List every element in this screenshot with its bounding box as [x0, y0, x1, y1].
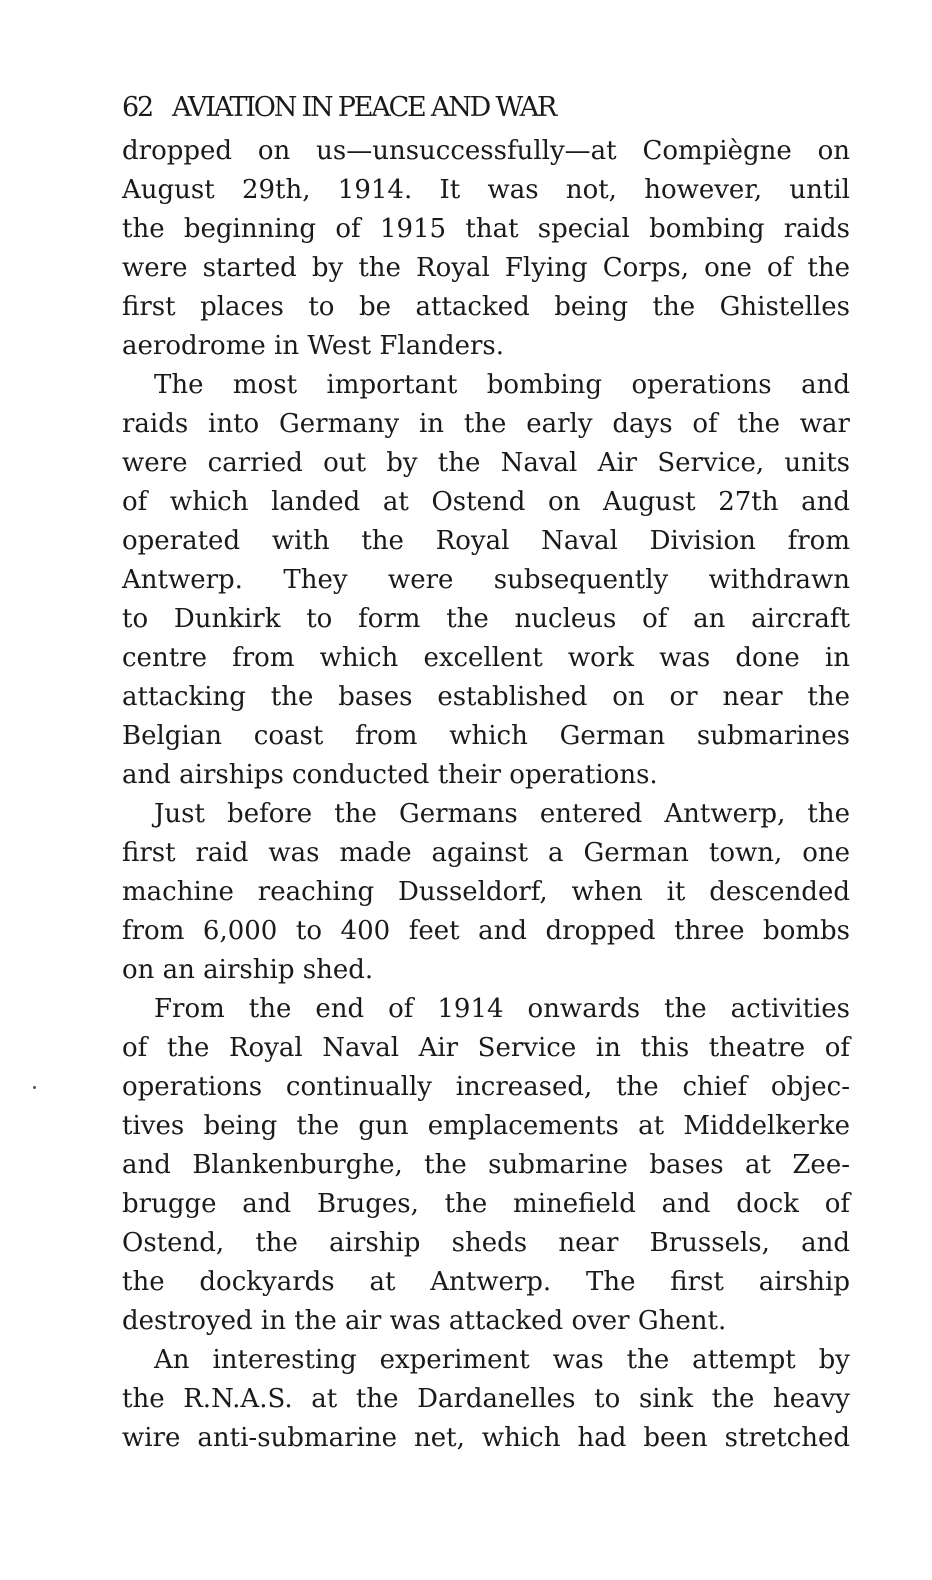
- text-line: centre from which excellent work was done in: [122, 643, 850, 673]
- text-line: aerodrome in West Flanders.: [122, 331, 505, 361]
- text-line: dropped on us—unsuccessfully—at Compiègne on: [122, 136, 850, 166]
- page-number: 62: [122, 92, 152, 123]
- text-line: of which landed at Ostend on August 27th and: [122, 487, 850, 517]
- text-line: the R.N.A.S. at the Dardanelles to sink the heavy: [122, 1384, 850, 1414]
- text-line: An interesting experiment was the attempt by: [154, 1345, 850, 1375]
- text-line: attacking the bases established on or near the: [122, 682, 850, 712]
- running-title: AVIATION IN PEACE AND WAR: [171, 92, 556, 123]
- paragraph: [122, 132, 850, 366]
- text-line: the dockyards at Antwerp. The first airship: [122, 1267, 850, 1297]
- text-line: From the end of 1914 onwards the activities: [154, 994, 850, 1024]
- text-line: wire anti-submarine net, which had been stretched: [122, 1423, 850, 1453]
- text-line: of the Royal Naval Air Service in this theatre of: [122, 1033, 850, 1063]
- text-line: The most important bombing operations and: [154, 370, 850, 400]
- text-line: first raid was made against a German town, one: [122, 838, 850, 868]
- text-line: operations continually increased, the chief objec-: [122, 1072, 850, 1102]
- text-line: August 29th, 1914. It was not, however, until: [122, 175, 850, 205]
- book-page: [122, 84, 850, 1458]
- text-line: brugge and Bruges, the minefield and dock of: [122, 1189, 850, 1219]
- text-line: on an airship shed.: [122, 955, 374, 985]
- text-line: from 6,000 to 400 feet and dropped three bombs: [122, 916, 850, 946]
- paragraph: [122, 795, 850, 990]
- text-line: tives being the gun emplacements at Middelkerke: [122, 1111, 850, 1141]
- running-header: [122, 84, 850, 132]
- text-line: the beginning of 1915 that special bombing raids: [122, 214, 850, 244]
- stray-mark: [33, 1086, 36, 1089]
- paragraph: [122, 990, 850, 1341]
- paragraph: [122, 366, 850, 795]
- text-line: Just before the Germans entered Antwerp, the: [154, 799, 850, 829]
- text-line: operated with the Royal Naval Division from: [122, 526, 850, 556]
- text-line: were started by the Royal Flying Corps, one of the: [122, 253, 850, 283]
- text-line: to Dunkirk to form the nucleus of an aircraft: [122, 604, 850, 634]
- text-line: first places to be attacked being the Ghistelles: [122, 292, 850, 322]
- text-line: and airships conducted their operations.: [122, 760, 658, 790]
- text-line: and Blankenburghe, the submarine bases at Zee-: [122, 1150, 850, 1180]
- text-line: Ostend, the airship sheds near Brussels, and: [122, 1228, 850, 1258]
- text-line: destroyed in the air was attacked over Ghent.: [122, 1306, 727, 1336]
- paragraph: [122, 1341, 850, 1458]
- text-line: machine reaching Dusseldorf, when it descended: [122, 877, 850, 907]
- text-line: Antwerp. They were subsequently withdrawn: [122, 565, 850, 595]
- text-line: Belgian coast from which German submarines: [122, 721, 850, 751]
- text-line: raids into Germany in the early days of the war: [122, 409, 850, 439]
- text-line: were carried out by the Naval Air Service, units: [122, 448, 850, 478]
- body-text: [122, 132, 850, 1458]
